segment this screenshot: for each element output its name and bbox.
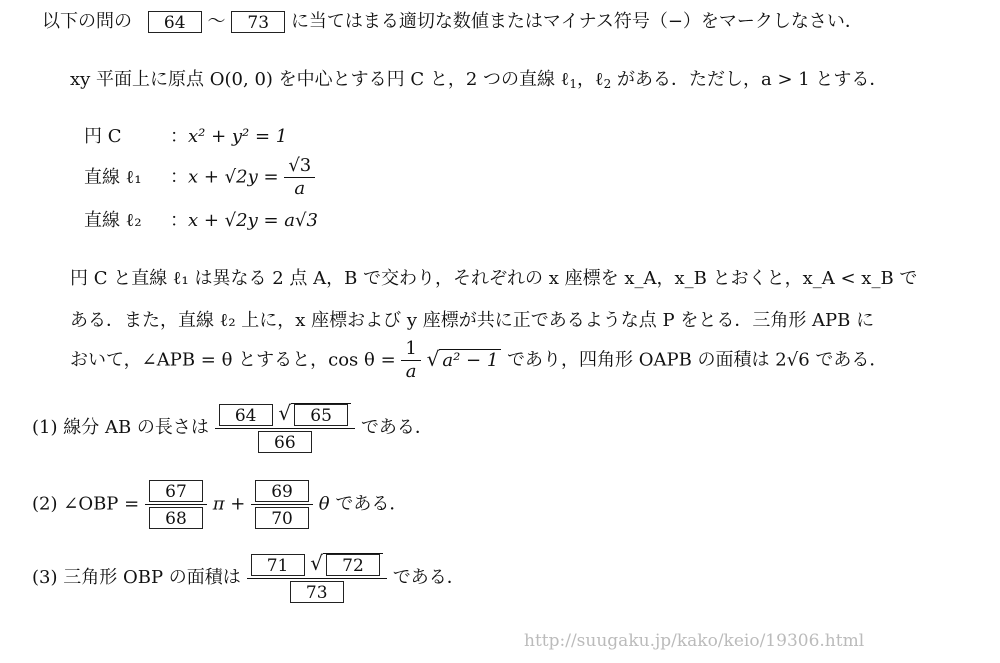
intro-post: がある．ただし，a > 1 とする． [611, 69, 888, 90]
fraction-denominator: a [401, 360, 420, 381]
intro-text: xy 平面上に原点 O(0, 0) を中心とする円 C と，2 つの直線 ℓ [70, 69, 570, 90]
instruction-text-post: に当てはまる適切な数値またはマイナス符号（−）をマークしなさい． [290, 11, 863, 32]
equation-body: x² + y² = 1 [188, 126, 288, 147]
equation-sep: ： [170, 126, 188, 147]
answer-box-69: 69 [255, 480, 309, 502]
equation-label: 直線 ℓ₁ [84, 166, 142, 188]
question-text: 三角形 OBP の面積は [63, 567, 241, 588]
equation-label: 直線 ℓ₂ [84, 210, 142, 231]
answer-box-64: 64 [219, 404, 273, 426]
equation-circle [84, 128, 287, 146]
question-text: 線分 AB の長さは [63, 417, 209, 438]
intro-mid: ，ℓ [577, 69, 604, 90]
question-end: である． [335, 493, 408, 515]
answer-fraction-2b [251, 480, 313, 529]
answer-box-73: 73 [290, 581, 344, 603]
fraction-numerator: √3 [288, 155, 312, 176]
body-line-3 [70, 340, 887, 381]
body-line-2: ある．また，直線 ℓ₂ 上に，x 座標および y 座標が共に正であるような点 P をとる．三角形 APB に [70, 310, 875, 331]
source-url: http://suugaku.jp/kako/keio/19306.html [524, 631, 865, 651]
answer-box-72: 72 [326, 554, 380, 576]
answer-box-68: 68 [149, 507, 203, 529]
question-3 [32, 553, 465, 603]
equation-label: 円 C [84, 126, 122, 147]
sqrt-expression: √ a² − 1 [427, 349, 502, 370]
equation-line1 [84, 157, 315, 198]
intro-sub1: 1 [569, 77, 578, 91]
intro-line [70, 71, 887, 90]
instruction-text: 以下の問の [42, 11, 132, 32]
equation-fraction [284, 157, 315, 198]
cos-fraction [401, 340, 420, 381]
intro-sub2: 2 [603, 77, 612, 91]
question-end: である． [360, 417, 433, 438]
answer-box-64: 64 [148, 11, 202, 33]
tilde-symbol: 〜 [207, 11, 226, 32]
question-text: ∠OBP = [63, 493, 140, 515]
instruction-line [42, 11, 863, 33]
pi-plus: π + [212, 493, 246, 515]
answer-box-67: 67 [149, 480, 203, 502]
answer-fraction-3: $\frac{71 √ 72}{73}$ [247, 553, 387, 603]
equation-body: x + √2y = [188, 166, 279, 188]
question-label: (1) [32, 417, 58, 438]
answer-box-73: 73 [231, 11, 285, 33]
equation-body: x + √2y = a√3 [188, 210, 318, 231]
equation-sep: ： [170, 166, 188, 188]
answer-fraction-2a [145, 480, 207, 529]
body-line3-post: であり，四角形 OAPB の面積は 2√6 である． [507, 349, 888, 371]
answer-box-70: 70 [255, 507, 309, 529]
fraction-denominator: a [284, 177, 315, 198]
fraction-numerator: 1 [405, 338, 417, 359]
body-line3-text: おいて，∠APB = θ とすると，cos θ = [70, 349, 396, 371]
answer-fraction-1: $\frac{64 √ 65}{66}$ [215, 403, 355, 453]
answer-box-71: 71 [251, 554, 305, 576]
answer-box-65: 65 [294, 404, 348, 426]
question-end: である． [392, 567, 465, 588]
equation-line2 [84, 212, 318, 230]
equation-sep: ： [170, 210, 188, 231]
question-label: (2) [32, 493, 58, 515]
answer-box-66: 66 [258, 431, 312, 453]
question-label: (3) [32, 567, 58, 588]
theta-symbol: θ [318, 493, 330, 515]
radicand: a² − 1 [439, 349, 501, 371]
question-1 [32, 403, 433, 453]
body-line-1: 円 C と直線 ℓ₁ は異なる 2 点 A，B で交わり，それぞれの x 座標を x_A，x_B とおくと，x_A < x_B で [70, 268, 918, 289]
question-2 [32, 480, 407, 529]
